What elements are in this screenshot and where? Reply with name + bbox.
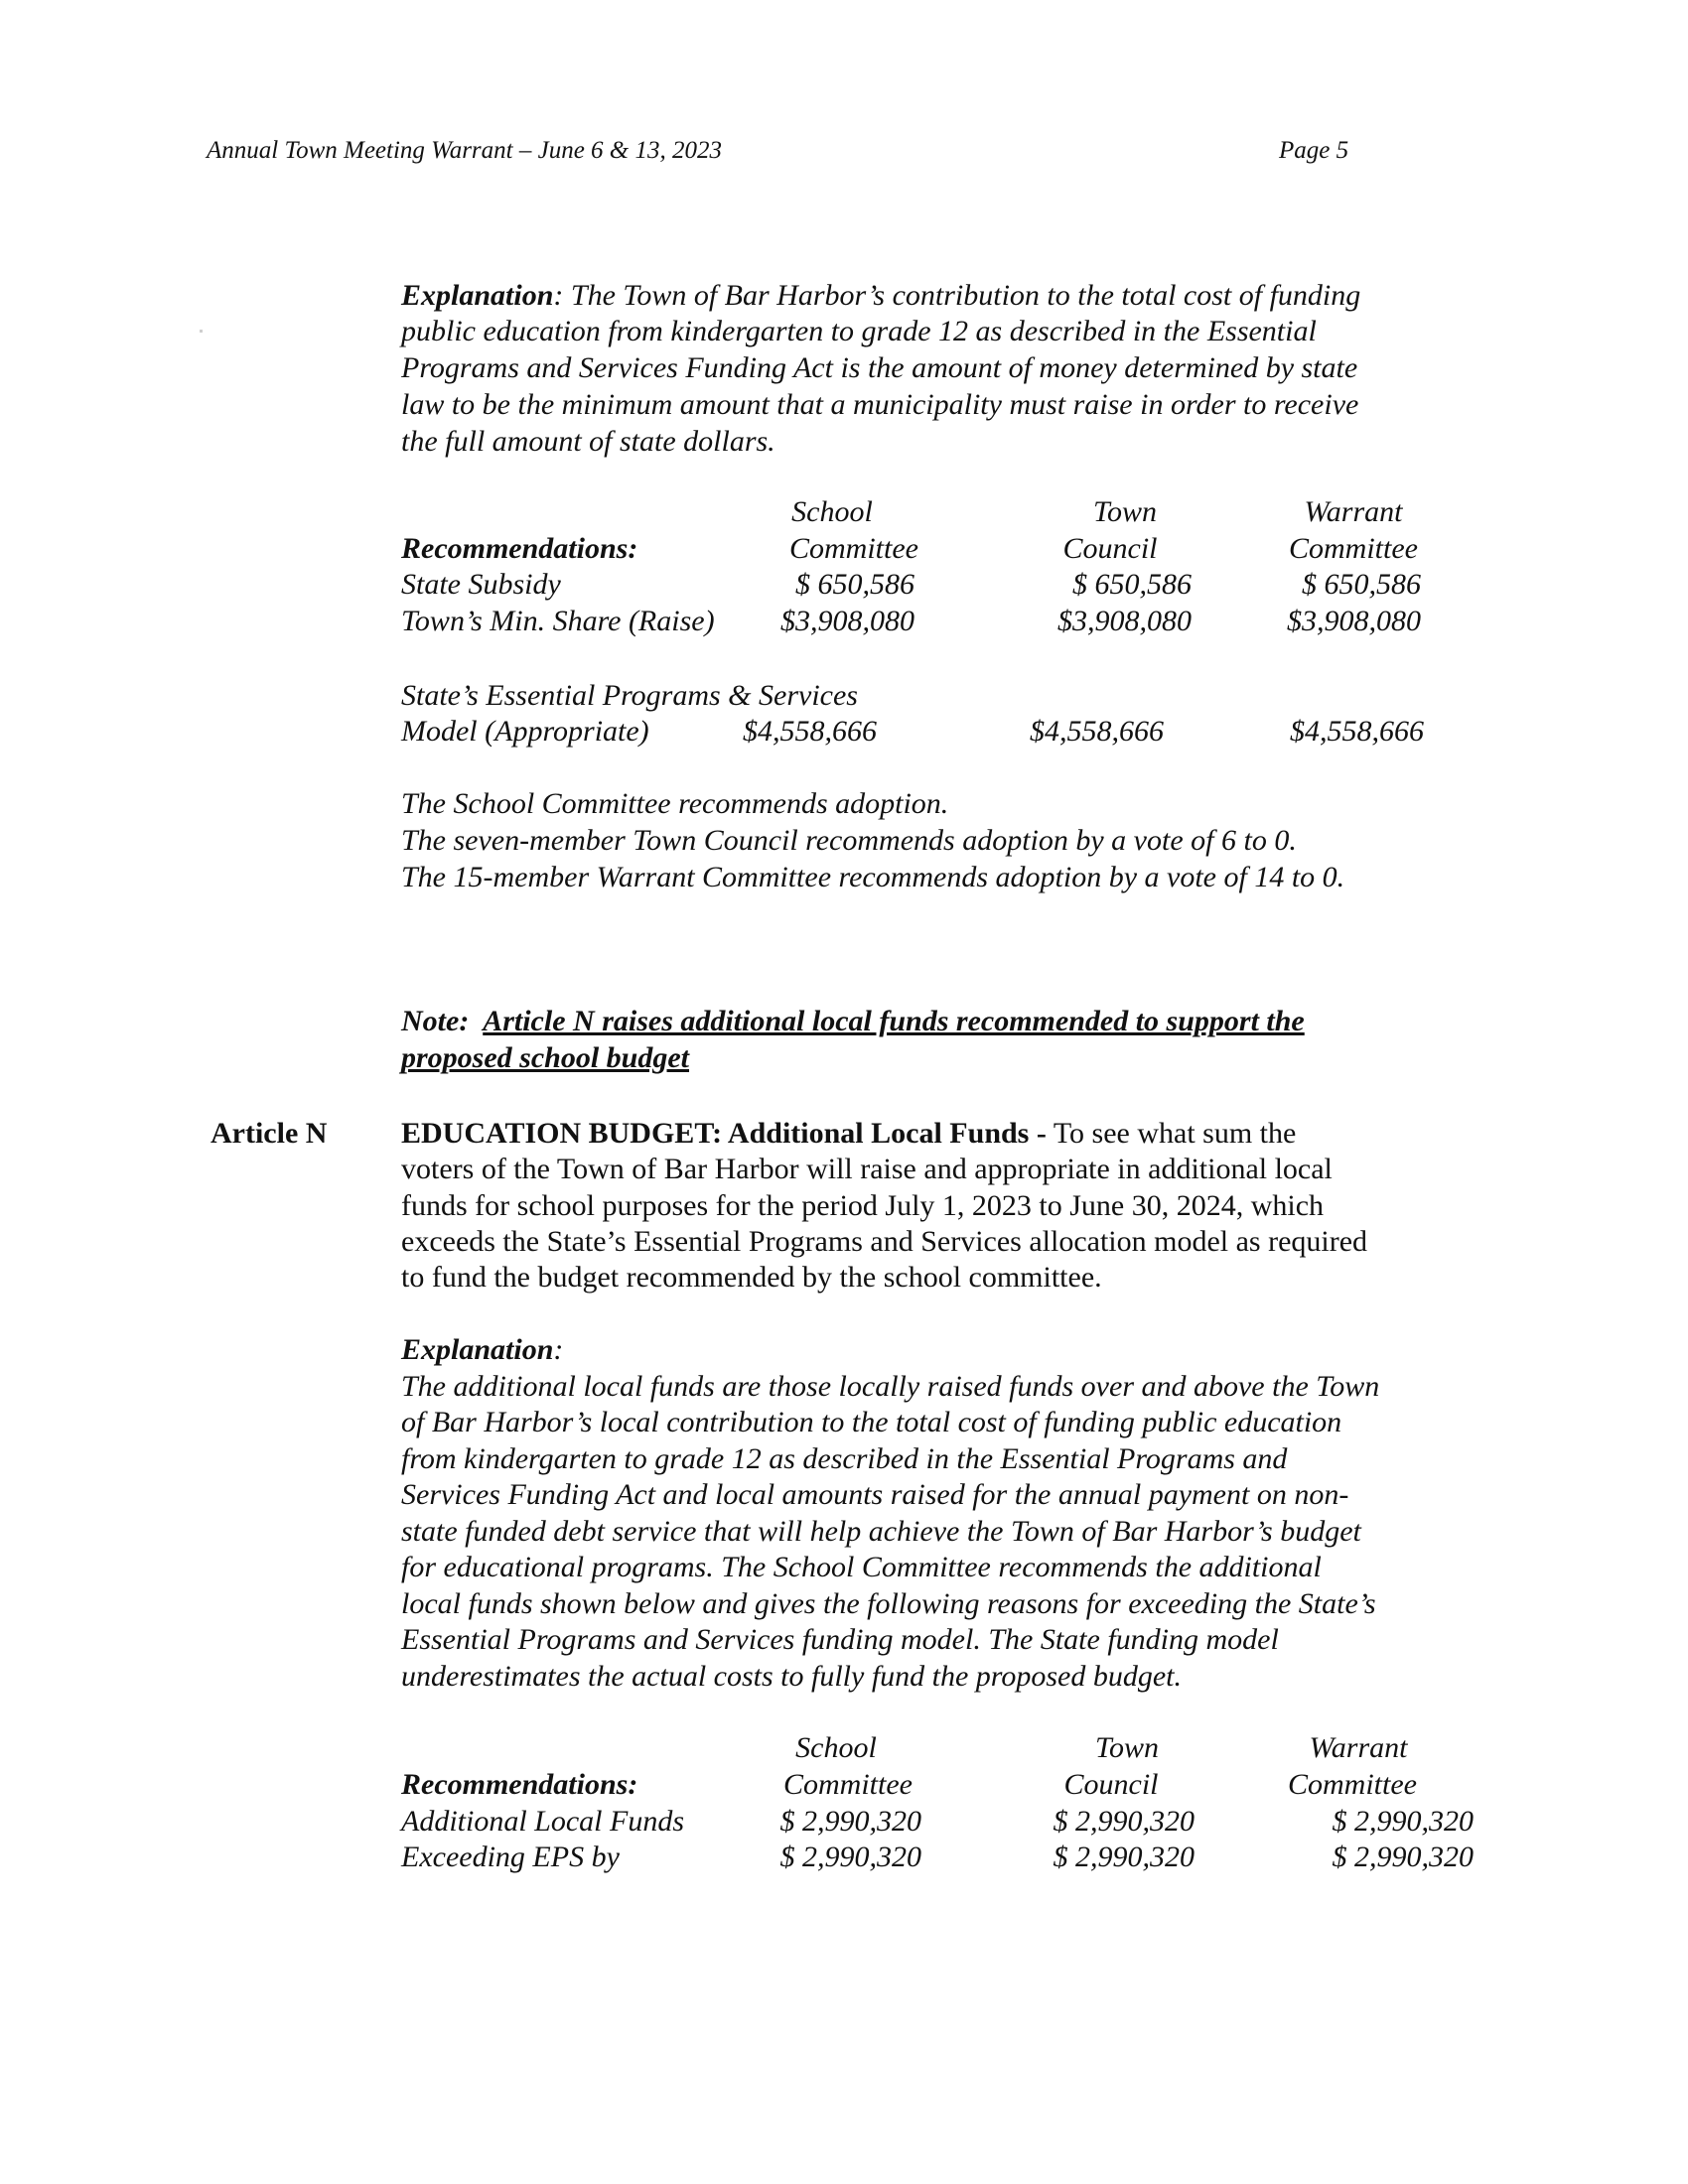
- article-label: Article N: [211, 1117, 328, 1150]
- col-header-school-top: School: [795, 1731, 877, 1764]
- explanation-2-heading: [401, 1332, 563, 1368]
- explanation-1-text: The Town of Bar Harbor’s contribution to the total cost of funding: [563, 279, 1361, 312]
- value-town: $ 650,586: [1072, 568, 1192, 601]
- col-header-town-top: Town: [1093, 495, 1157, 528]
- col-header-school-bottom: Committee: [783, 1768, 913, 1801]
- explanation-1-line: public education from kindergarten to grade 12 as described in the Essential: [401, 315, 1317, 347]
- eps-value-warrant: $4,558,666: [1290, 715, 1424, 748]
- value-town: $ 2,990,320: [1053, 1805, 1195, 1838]
- col-header-warrant-top: Warrant: [1309, 1731, 1408, 1764]
- value-town: $ 2,990,320: [1053, 1841, 1195, 1873]
- note-text: Article N raises additional local funds recommended to support the: [483, 1005, 1305, 1037]
- value-warrant: $ 650,586: [1302, 568, 1421, 601]
- article-line: funds for school purposes for the period July 1, 2023 to June 30, 2024, which: [401, 1189, 1325, 1222]
- row-label: Town’s Min. Share (Raise): [401, 605, 715, 637]
- col-header-warrant-bottom: Committee: [1288, 1768, 1417, 1801]
- value-school: $ 650,586: [795, 568, 914, 601]
- col-header-town-bottom: Council: [1063, 1768, 1159, 1801]
- header-title: Annual Town Meeting Warrant – June 6 & 13, 2023: [207, 137, 722, 164]
- value-warrant: $ 2,990,320: [1332, 1805, 1474, 1838]
- value-school: $ 2,990,320: [779, 1841, 921, 1873]
- value-school: $3,908,080: [780, 605, 914, 637]
- explanation-1-label: Explanation: [401, 279, 554, 312]
- explanation-2-line: from kindergarten to grade 12 as described in the Essential Programs and: [401, 1442, 1288, 1475]
- col-header-warrant-top: Warrant: [1304, 495, 1403, 528]
- explanation-2-line: for educational programs. The School Committee recommends the additional: [401, 1551, 1322, 1583]
- article-text: To see what sum the: [1046, 1117, 1297, 1150]
- article-title: EDUCATION BUDGET: Additional Local Funds -: [401, 1117, 1047, 1150]
- col-header-warrant-bottom: Committee: [1289, 532, 1418, 565]
- explanation-2-line: state funded debt service that will help achieve the Town of Bar Harbor’s budget: [401, 1515, 1361, 1548]
- row-label: Additional Local Funds: [401, 1805, 684, 1838]
- note-line: [401, 1004, 1305, 1039]
- recommendation-line: The 15-member Warrant Committee recommends adoption by a vote of 14 to 0.: [401, 861, 1345, 893]
- col-header-school-top: School: [791, 495, 873, 528]
- article-line: voters of the Town of Bar Harbor will raise and appropriate in additional local: [401, 1153, 1333, 1185]
- recommendation-line: The seven-member Town Council recommends adoption by a vote of 6 to 0.: [401, 824, 1297, 857]
- article-line: [401, 1116, 1296, 1152]
- col-header-town-bottom: Council: [1062, 532, 1158, 565]
- article-line: to fund the budget recommended by the school committee.: [401, 1261, 1102, 1294]
- value-warrant: $3,908,080: [1287, 605, 1421, 637]
- note-line: proposed school budget: [401, 1041, 690, 1074]
- recommendations-label: Recommendations:: [401, 532, 638, 565]
- scan-speck: [200, 330, 203, 333]
- value-town: $3,908,080: [1057, 605, 1192, 637]
- explanation-2-line: underestimates the actual costs to fully fund the proposed budget.: [401, 1660, 1183, 1693]
- eps-label: Model (Appropriate): [401, 715, 649, 748]
- explanation-2-line: Essential Programs and Services funding model. The State funding model: [401, 1623, 1279, 1656]
- explanation-2-line: The additional local funds are those locally raised funds over and above the Town: [401, 1370, 1380, 1403]
- explanation-2-colon: :: [553, 1333, 564, 1366]
- row-label: State Subsidy: [401, 568, 561, 601]
- page-number: Page 5: [1279, 137, 1349, 164]
- eps-line: State’s Essential Programs & Services: [401, 679, 858, 712]
- row-label: Exceeding EPS by: [401, 1841, 620, 1873]
- recommendation-line: The School Committee recommends adoption.: [401, 787, 949, 820]
- article-line: exceeds the State’s Essential Programs and Services allocation model as required: [401, 1225, 1368, 1258]
- eps-value-school: $4,558,666: [743, 715, 877, 748]
- explanation-1-line: Programs and Services Funding Act is the amount of money determined by state: [401, 351, 1358, 384]
- eps-value-town: $4,558,666: [1030, 715, 1164, 748]
- col-header-town-top: Town: [1095, 1731, 1159, 1764]
- explanation-2-line: of Bar Harbor’s local contribution to the total cost of funding public education: [401, 1406, 1342, 1438]
- explanation-2-label: Explanation: [401, 1333, 554, 1366]
- explanation-1-colon: :: [553, 279, 564, 312]
- recommendations-label: Recommendations:: [401, 1768, 638, 1801]
- explanation-1-line: law to be the minimum amount that a municipality must raise in order to receive: [401, 388, 1359, 421]
- explanation-2-line: Services Funding Act and local amounts raised for the annual payment on non-: [401, 1478, 1349, 1511]
- explanation-2-line: local funds shown below and gives the following reasons for exceeding the State’s: [401, 1587, 1376, 1620]
- value-school: $ 2,990,320: [779, 1805, 921, 1838]
- explanation-1-line: the full amount of state dollars.: [401, 425, 775, 458]
- col-header-school-bottom: Committee: [789, 532, 918, 565]
- value-warrant: $ 2,990,320: [1332, 1841, 1474, 1873]
- explanation-1-line: [401, 278, 1360, 314]
- note-label: Note:: [401, 1005, 470, 1037]
